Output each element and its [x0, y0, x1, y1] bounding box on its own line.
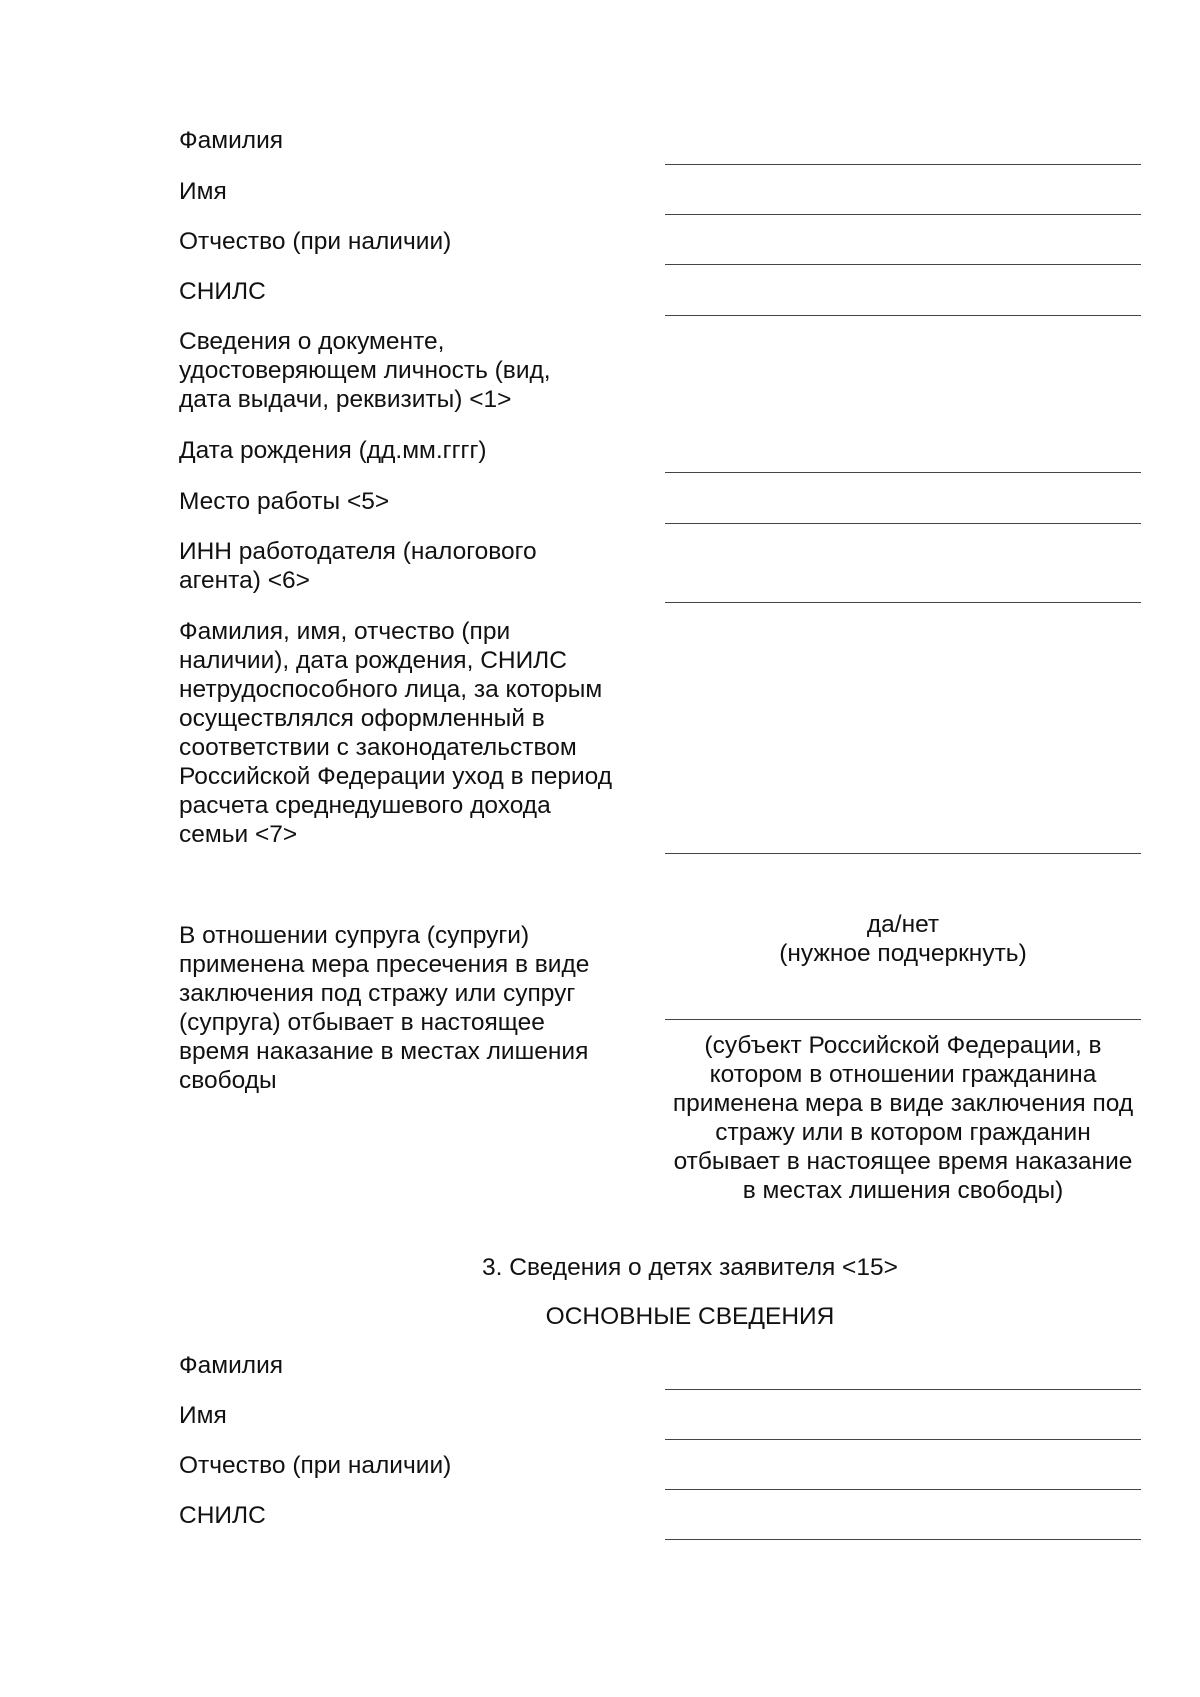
field-label-caretaking: Фамилия, имя, отчество (при наличии), дата рождения, СНИЛС нетрудоспособного лица, за которым осуществлялся оформленный в соответствии с законодательством Российской Федерации уход в период расчета среднедушевого дохода семьи <7> — [179, 618, 613, 848]
field-label-first-name: Имя — [179, 178, 227, 205]
field-label-workplace: Место работы <5> — [179, 488, 390, 515]
input-line-workplace[interactable] — [665, 523, 1141, 524]
section-heading-children: 3. Сведения о детях заявителя <15> — [482, 1254, 898, 1281]
input-line-patronymic[interactable] — [665, 264, 1141, 265]
input-line-first-name[interactable] — [665, 214, 1141, 215]
child-field-label-snils: СНИЛС — [179, 1502, 266, 1529]
field-label-birth-date: Дата рождения (дд.мм.гггг) — [179, 437, 487, 464]
child-input-line-snils[interactable] — [665, 1539, 1141, 1540]
field-label-employer-inn: ИНН работодателя (налогового агента) <6> — [179, 538, 537, 594]
input-line-birth-date[interactable] — [665, 472, 1141, 473]
choice-yes-no[interactable]: да/нет — [866, 911, 940, 938]
child-field-label-patronymic: Отчество (при наличии) — [179, 1452, 452, 1479]
child-field-label-last-name: Фамилия — [179, 1352, 284, 1379]
input-line-employer-inn[interactable] — [665, 602, 1141, 603]
input-line-snils[interactable] — [665, 315, 1141, 316]
child-input-line-last-name[interactable] — [665, 1389, 1141, 1390]
section-subheading-basic: ОСНОВНЫЕ СВЕДЕНИЯ — [545, 1303, 835, 1330]
field-label-identity-document: Сведения о документе, удостоверяющем личность (вид, дата выдачи, реквизиты) <1> — [179, 328, 551, 413]
field-label-last-name: Фамилия — [179, 127, 284, 154]
input-line-caretaking[interactable] — [665, 853, 1141, 854]
child-input-line-first-name[interactable] — [665, 1439, 1141, 1440]
field-label-detention: В отношении супруга (супруги) применена мера пресечения в виде заключения под стражу или супруг (супруга) отбывает в настоящее время наказание в местах лишения свободы — [179, 922, 590, 1094]
field-label-snils: СНИЛС — [179, 278, 266, 305]
region-caption: (субъект Российской Федерации, в котором в отношении гражданина применена мера в виде заключения под стражу или в котором гражданин отбывает в настоящее время наказание в местах лишения свободы) — [672, 1032, 1134, 1204]
choice-hint: (нужное подчеркнуть) — [779, 940, 1027, 967]
child-field-label-first-name: Имя — [179, 1402, 227, 1429]
child-input-line-patronymic[interactable] — [665, 1489, 1141, 1490]
field-label-patronymic: Отчество (при наличии) — [179, 228, 452, 255]
input-line-last-name[interactable] — [665, 164, 1141, 165]
input-line-region[interactable] — [665, 1019, 1141, 1020]
